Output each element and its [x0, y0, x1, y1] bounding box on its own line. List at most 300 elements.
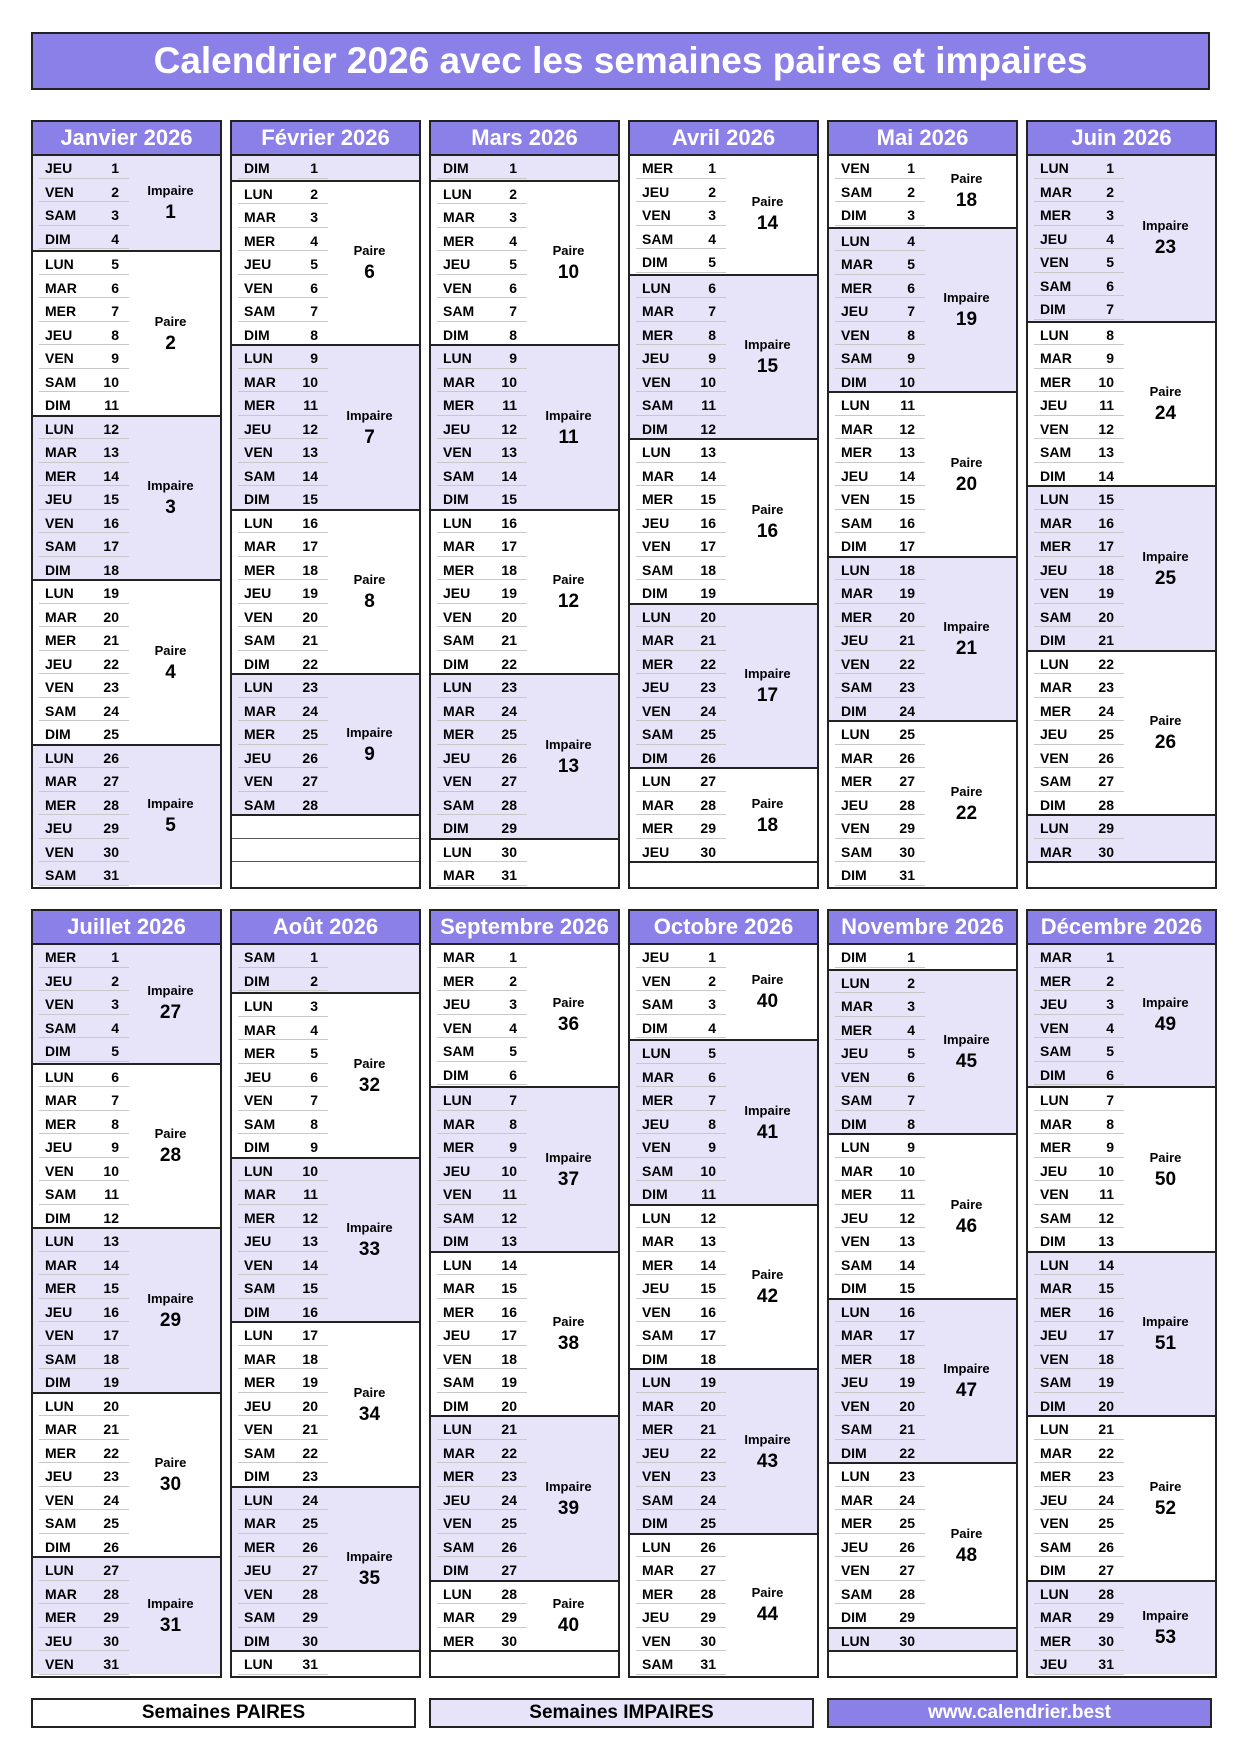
week-number: 36: [557, 1014, 580, 1035]
day-row: [33, 1088, 129, 1112]
day-name: JEU: [45, 491, 73, 507]
day-number: 23: [103, 679, 119, 695]
day-number: 23: [700, 1468, 716, 1484]
week-parity: Paire: [950, 170, 983, 186]
day-name: SAM: [841, 1256, 873, 1273]
day-row: [232, 945, 328, 969]
day-row: [431, 605, 527, 629]
day-name: JEU: [443, 420, 471, 437]
day-row: [232, 323, 328, 347]
day-number: 15: [700, 1280, 716, 1296]
week-parity: Paire: [1149, 1478, 1182, 1494]
day-name: JEU: [642, 183, 670, 200]
day-number: 8: [111, 326, 119, 343]
day-number: 17: [302, 538, 318, 554]
day-name: MER: [244, 561, 276, 578]
day-name: LUN: [1040, 1421, 1069, 1437]
day-row: [431, 1582, 527, 1606]
day-row: [1028, 945, 1124, 969]
week-label: [1116, 156, 1215, 321]
day-row: [33, 1182, 129, 1206]
day-name: SAM: [1040, 608, 1072, 625]
day-row: [630, 299, 726, 323]
day-row: [1028, 1464, 1124, 1488]
week-number: 27: [159, 1002, 182, 1024]
day-row: [431, 276, 527, 300]
day-number: 6: [907, 279, 915, 296]
day-name: DIM: [443, 820, 469, 836]
day-row: [1028, 793, 1124, 817]
website-link[interactable]: www.calendrier.best: [827, 1698, 1212, 1728]
day-number: 1: [1106, 949, 1114, 965]
day-number: 11: [701, 1186, 716, 1202]
week-label: [519, 945, 618, 1086]
day-row: [1028, 1229, 1124, 1253]
week-parity: Paire: [552, 1596, 585, 1612]
day-number: 26: [700, 1538, 716, 1555]
month-12: [1026, 909, 1217, 1678]
day-name: MAR: [45, 279, 77, 296]
week-block: [232, 1486, 419, 1651]
day-name: LUN: [1040, 1256, 1069, 1273]
day-row: [1028, 1206, 1124, 1230]
week-block: [232, 1321, 419, 1486]
day-row: [431, 205, 527, 229]
day-row: [1028, 1629, 1124, 1653]
day-number: 9: [1106, 350, 1114, 366]
week-parity: Paire: [353, 243, 386, 259]
day-number: 6: [907, 1068, 915, 1085]
day-name: SAM: [841, 183, 873, 200]
day-row: [1028, 464, 1124, 488]
day-row: [33, 840, 129, 864]
week-label: [1116, 323, 1215, 488]
week-parity: Paire: [751, 194, 784, 210]
day-row: [829, 393, 925, 417]
day-name: DIM: [244, 1632, 270, 1649]
day-row: [1028, 297, 1124, 321]
day-number: 30: [899, 1632, 915, 1649]
day-number: 14: [700, 1256, 716, 1273]
day-name: DIM: [45, 397, 71, 413]
day-name: MER: [642, 655, 674, 672]
day-name: SAM: [841, 679, 873, 695]
day-number: 23: [302, 679, 318, 695]
week-label: [519, 511, 618, 676]
day-row: [232, 1652, 328, 1676]
day-number: 14: [103, 467, 119, 484]
month-11: [827, 909, 1018, 1678]
day-number: 25: [1098, 726, 1114, 742]
day-row: [33, 1229, 129, 1253]
day-name: DIM: [1040, 632, 1066, 648]
week-block: [829, 227, 1016, 392]
day-name: MAR: [1040, 1115, 1072, 1132]
day-name: SAM: [45, 373, 77, 390]
week-block: [232, 992, 419, 1157]
day-name: MER: [642, 1256, 674, 1273]
day-row: [829, 1394, 925, 1418]
day-number: 30: [700, 843, 716, 860]
empty-row: [232, 861, 419, 885]
day-number: 16: [1098, 514, 1114, 531]
week-number: 10: [557, 262, 580, 284]
day-row: [431, 1417, 527, 1441]
day-number: 17: [501, 1327, 517, 1343]
empty-row: [630, 861, 817, 885]
day-name: DIM: [642, 1019, 668, 1036]
month-title: Juin 2026: [1028, 122, 1215, 156]
day-name: LUN: [45, 1068, 74, 1085]
day-number: 12: [899, 420, 915, 437]
day-number: 11: [900, 1186, 915, 1202]
day-number: 25: [103, 726, 119, 742]
day-row: [431, 746, 527, 770]
day-name: MER: [841, 1021, 873, 1038]
day-number: 1: [907, 949, 915, 965]
day-number: 23: [103, 1468, 119, 1484]
day-number: 28: [700, 796, 716, 813]
day-number: 2: [509, 972, 517, 989]
day-row: [829, 1182, 925, 1206]
day-name: VEN: [244, 1421, 273, 1437]
day-row: [630, 346, 726, 370]
day-number: 31: [103, 867, 119, 883]
day-row: [630, 816, 726, 840]
day-row: [232, 1488, 328, 1512]
day-number: 14: [1098, 1256, 1114, 1273]
week-number: 6: [364, 262, 375, 284]
day-name: MER: [443, 972, 475, 989]
day-number: 4: [708, 1019, 716, 1036]
week-block: [829, 1462, 1016, 1627]
day-row: [33, 393, 129, 417]
day-row: [829, 1535, 925, 1559]
day-name: MAR: [1040, 514, 1072, 531]
day-number: 15: [700, 491, 716, 507]
day-number: 18: [103, 561, 119, 578]
week-label: [718, 440, 817, 605]
day-row: [829, 1441, 925, 1465]
day-name: JEU: [45, 1632, 73, 1649]
day-name: DIM: [1040, 467, 1066, 484]
day-number: 30: [103, 1632, 119, 1649]
day-number: 14: [103, 1256, 119, 1273]
day-name: DIM: [443, 160, 469, 176]
week-number: 43: [756, 1450, 779, 1472]
day-name: LUN: [642, 444, 671, 460]
day-name: LUN: [841, 974, 870, 991]
day-number: 4: [708, 230, 716, 247]
day-row: [829, 994, 925, 1018]
day-number: 4: [310, 1021, 318, 1038]
day-row: [1028, 840, 1124, 864]
day-number: 14: [302, 1256, 318, 1273]
day-number: 20: [1098, 1397, 1114, 1414]
day-row: [829, 370, 925, 394]
day-number: 18: [700, 561, 716, 578]
day-number: 25: [501, 1515, 517, 1531]
day-number: 12: [501, 420, 517, 437]
day-row: [232, 1206, 328, 1230]
day-number: 26: [103, 749, 119, 766]
day-number: 21: [103, 1421, 119, 1437]
day-row: [1028, 1417, 1124, 1441]
day-name: JEU: [642, 679, 670, 695]
day-number: 1: [708, 949, 716, 965]
day-row: [1028, 346, 1124, 370]
day-number: 30: [501, 843, 517, 860]
day-name: VEN: [45, 1656, 74, 1672]
day-name: MAR: [443, 1609, 475, 1625]
day-number: 28: [1098, 1585, 1114, 1602]
day-row: [33, 746, 129, 770]
day-number: 10: [501, 373, 517, 390]
day-row: [232, 1159, 328, 1183]
day-name: MER: [642, 1421, 674, 1437]
day-name: JEU: [45, 160, 73, 176]
day-name: SAM: [642, 996, 674, 1012]
week-block: [232, 509, 419, 674]
week-block: [1028, 945, 1215, 1086]
day-name: DIM: [1040, 1066, 1066, 1083]
week-number: 30: [159, 1474, 182, 1496]
week-number: 25: [1154, 567, 1177, 589]
day-name: MER: [841, 444, 873, 460]
day-row: [33, 1558, 129, 1582]
day-name: DIM: [443, 1233, 469, 1249]
day-name: DIM: [443, 655, 469, 672]
week-label: [917, 971, 1016, 1136]
day-number: 6: [708, 1068, 716, 1085]
day-row: [33, 252, 129, 276]
day-number: 20: [899, 1397, 915, 1414]
day-name: JEU: [841, 467, 869, 484]
day-number: 6: [509, 279, 517, 296]
day-row: [33, 1394, 129, 1418]
week-parity: Impaire: [744, 337, 791, 353]
day-row: [431, 393, 527, 417]
day-number: 18: [899, 1350, 915, 1367]
day-name: JEU: [443, 585, 471, 601]
day-number: 15: [302, 1280, 318, 1296]
day-row: [431, 346, 527, 370]
day-name: LUN: [244, 1162, 273, 1179]
day-number: 3: [708, 207, 716, 223]
day-number: 1: [1106, 160, 1114, 176]
day-row: [33, 1159, 129, 1183]
day-row: [232, 1511, 328, 1535]
day-row: [829, 675, 925, 699]
day-number: 1: [509, 160, 517, 176]
day-name: MER: [1040, 1632, 1072, 1649]
day-row: [630, 1605, 726, 1629]
month-title: Juillet 2026: [33, 911, 220, 945]
day-row: [232, 1088, 328, 1112]
day-row: [33, 1488, 129, 1512]
day-number: 14: [501, 467, 517, 484]
day-row: [829, 417, 925, 441]
month-title: Août 2026: [232, 911, 419, 945]
week-label: [121, 1558, 220, 1676]
day-number: 2: [310, 185, 318, 202]
day-number: 20: [103, 608, 119, 625]
month-6: [1026, 120, 1217, 889]
day-number: 3: [310, 209, 318, 225]
day-name: JEU: [841, 1538, 869, 1555]
day-number: 8: [708, 326, 716, 343]
week-block: [232, 945, 419, 992]
day-number: 12: [700, 1209, 716, 1226]
day-row: [829, 1276, 925, 1300]
day-name: DIM: [1040, 301, 1066, 317]
week-parity: Paire: [552, 243, 585, 259]
day-name: DIM: [642, 1350, 668, 1367]
day-name: DIM: [642, 1515, 668, 1531]
day-row: [431, 229, 527, 253]
day-row: [232, 205, 328, 229]
day-row: [1028, 992, 1124, 1016]
day-name: VEN: [1040, 1186, 1069, 1202]
day-name: JEU: [1040, 1656, 1068, 1672]
day-name: VEN: [443, 773, 472, 789]
day-name: DIM: [45, 1043, 71, 1059]
day-row: [232, 558, 328, 582]
day-name: MER: [642, 820, 674, 836]
day-number: 25: [302, 726, 318, 742]
day-name: MAR: [244, 1186, 276, 1202]
day-row: [829, 487, 925, 511]
day-row: [829, 1088, 925, 1112]
week-parity: Impaire: [346, 725, 393, 740]
week-number: 44: [756, 1603, 779, 1625]
day-name: JEU: [45, 1468, 73, 1484]
day-name: SAM: [841, 514, 873, 531]
day-row: [630, 393, 726, 417]
day-name: VEN: [244, 1092, 273, 1108]
week-parity: Paire: [751, 795, 784, 811]
day-name: SAM: [443, 1209, 475, 1226]
day-name: DIM: [841, 702, 867, 719]
day-row: [33, 346, 129, 370]
day-number: 24: [700, 702, 716, 719]
day-number: 25: [899, 726, 915, 742]
day-number: 8: [310, 326, 318, 343]
week-block: [431, 344, 618, 509]
day-number: 21: [501, 1421, 517, 1437]
day-name: MER: [443, 232, 475, 249]
day-row: [431, 299, 527, 323]
day-number: 15: [302, 491, 318, 507]
day-row: [431, 1629, 527, 1653]
day-row: [33, 417, 129, 441]
day-number: 25: [1098, 1515, 1114, 1531]
day-name: DIM: [244, 972, 270, 989]
day-number: 2: [907, 183, 915, 200]
day-name: MAR: [244, 1515, 276, 1531]
day-number: 19: [103, 585, 119, 601]
day-name: DIM: [841, 1280, 867, 1296]
day-name: LUN: [443, 1256, 472, 1273]
week-parity: Paire: [154, 1455, 187, 1471]
day-name: MER: [443, 397, 475, 413]
day-row: [1028, 1558, 1124, 1582]
day-row: [1028, 1159, 1124, 1183]
day-number: 2: [708, 183, 716, 200]
week-block: [829, 969, 1016, 1134]
day-name: MAR: [1040, 350, 1072, 366]
day-name: DIM: [443, 1397, 469, 1414]
week-label: [519, 1253, 618, 1418]
day-row: [829, 793, 925, 817]
day-number: 27: [302, 773, 318, 789]
day-row: [829, 1159, 925, 1183]
day-number: 28: [899, 796, 915, 813]
day-number: 22: [899, 655, 915, 672]
week-label: [718, 156, 817, 274]
day-row: [232, 1605, 328, 1629]
day-name: VEN: [642, 538, 671, 554]
day-name: MAR: [1040, 1609, 1072, 1625]
day-number: 30: [899, 843, 915, 860]
day-name: MER: [841, 773, 873, 789]
day-number: 23: [302, 1468, 318, 1484]
month-9: [429, 909, 620, 1678]
day-name: MER: [443, 561, 475, 578]
day-row: [33, 1135, 129, 1159]
day-name: LUN: [244, 350, 273, 366]
day-name: MER: [1040, 1303, 1072, 1320]
day-number: 5: [509, 1043, 517, 1059]
day-number: 29: [103, 820, 119, 836]
day-number: 3: [111, 996, 119, 1012]
day-row: [1028, 511, 1124, 535]
week-block: [829, 1627, 1016, 1651]
day-name: JEU: [642, 1280, 670, 1296]
day-row: [630, 769, 726, 793]
day-row: [431, 182, 527, 206]
day-row: [33, 1629, 129, 1653]
week-block: [1028, 1580, 1215, 1674]
legend-odd-weeks: Semaines IMPAIRES: [429, 1698, 814, 1728]
week-number: 17: [756, 685, 779, 707]
day-number: 23: [899, 679, 915, 695]
day-row: [829, 156, 925, 180]
day-number: 7: [111, 1092, 119, 1108]
day-name: JEU: [244, 585, 272, 601]
day-name: MER: [45, 467, 77, 484]
day-number: 13: [302, 444, 318, 460]
day-number: 21: [700, 632, 716, 648]
day-row: [232, 605, 328, 629]
day-row: [630, 969, 726, 993]
day-number: 16: [899, 514, 915, 531]
day-number: 16: [302, 514, 318, 531]
day-row: [630, 1112, 726, 1136]
day-row: [1028, 1441, 1124, 1465]
day-row: [630, 417, 726, 441]
week-label: [121, 417, 220, 582]
day-row: [630, 487, 726, 511]
day-name: MAR: [244, 1350, 276, 1367]
day-row: [829, 1253, 925, 1277]
day-number: 21: [103, 632, 119, 648]
month-2: [230, 120, 421, 889]
week-number: 45: [955, 1051, 978, 1073]
day-row: [33, 156, 129, 180]
day-number: 19: [302, 1374, 318, 1390]
week-block: [232, 344, 419, 509]
